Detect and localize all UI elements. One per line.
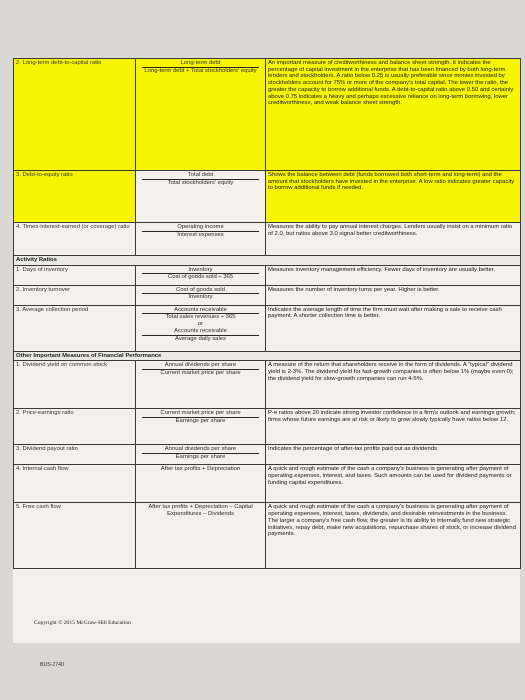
- section-header-activity: [14, 256, 521, 266]
- table-row: [14, 223, 521, 256]
- formula-denominator: Total sales revenues ÷ 365: [165, 314, 236, 321]
- table-row: [14, 265, 521, 285]
- ratio-description: A measure of the return that shareholders receive in the form of dividends. A "typical" dividend yield is 2-3%. The dividend yield for fast-growth companies is often below 1% (maybe even 0); the dividend yield for slow-growth companies can run 4-5%.: [266, 361, 521, 409]
- ratio-description: Indicates the average length of time the firm must wait after making a sale to receive cash payment. A shorter collection time is better.: [266, 305, 521, 351]
- table-row: [14, 361, 521, 409]
- ratio-name: 1. Dividend yield on common stock: [14, 361, 136, 409]
- formula-denominator-alt: Average daily sales: [175, 335, 226, 342]
- formula-numerator: Accounts receivable: [142, 307, 259, 315]
- ratio-description: Measures the number of inventory turns per year. Higher is better.: [266, 285, 521, 305]
- ratio-name: 3. Debt-to-equity ratio: [14, 171, 136, 223]
- formula-numerator: Operating income: [142, 224, 259, 232]
- formula-denominator: Total stockholders' equity: [167, 179, 234, 186]
- ratio-description: An important measure of creditworthiness and balance sheet strength. It indicates the percentage of capital investment in the enterprise that has been financed by both long-term lenders and stockholders. A ratio below 0.25 is usually preferable since monies invested by stockholders account for 75% or more of the company's total capital. The lower the ratio, the greater the capacity to borrow additional funds. A debt-to-capital ratio above 0.50 and certainly above 0.75 indicates a heavy and perhaps excessive reliance on long-term borrowing, lower creditworthiness, and weak balance sheet strength.: [266, 59, 521, 171]
- ratio-formula: After tax profits + Depreciation – Capital Expenditures – Dividends: [136, 503, 266, 569]
- ratio-formula: [136, 285, 266, 305]
- formula-numerator: Cost of goods sold: [142, 287, 259, 295]
- ratio-formula: [136, 361, 266, 409]
- table-row: [14, 171, 521, 223]
- ratio-formula: After tax profits + Depreciation: [136, 465, 266, 503]
- formula-denominator: Earnings per share: [175, 454, 226, 461]
- ratio-name: 4. Internal cash flow: [14, 465, 136, 503]
- ratio-name: 5. Free cash flow: [14, 503, 136, 569]
- formula-or: or: [197, 321, 204, 328]
- ratio-description: Indicates the percentage of after-tax profits paid out as dividends.: [266, 445, 521, 465]
- formula-denominator: Cost of goods sold ÷ 365: [167, 274, 234, 281]
- formula-denominator: Current market price per share: [160, 370, 241, 377]
- formula-numerator: Annual dividends per share: [142, 446, 259, 454]
- ratio-name: 4. Times-interest-earned (or coverage) ratio: [14, 223, 136, 256]
- table-row: [14, 285, 521, 305]
- formula-denominator: Earnings per share: [175, 418, 226, 425]
- formula-numerator: Inventory: [142, 267, 259, 275]
- ratio-name: 2. Inventory turnover: [14, 285, 136, 305]
- table-row: [14, 465, 521, 503]
- ratio-name: 1. Days of inventory: [14, 265, 136, 285]
- formula-numerator: Annual dividends per share: [142, 362, 259, 370]
- formula-denominator: Long-term debt + Total stockholders' equity: [144, 67, 257, 74]
- table-row: [14, 305, 521, 351]
- table-row: [14, 409, 521, 445]
- formula-numerator: Total debt: [142, 172, 259, 180]
- formula-denominator: Interest expenses: [177, 231, 224, 238]
- ratio-formula: [136, 409, 266, 445]
- formula-numerator: Current market price per share: [142, 410, 259, 418]
- financial-ratios-table: [13, 58, 521, 569]
- table-row: [14, 59, 521, 171]
- ratio-formula: [136, 223, 266, 256]
- section-title: Other Important Measures of Financial Performance: [14, 351, 521, 361]
- formula-denominator: Inventory: [188, 294, 213, 301]
- ratio-description: A quick and rough estimate of the cash a company's business is generating after payment of operating expenses, interest, and taxes. Such amounts can be used for dividend payments or funding capital expenditures.: [266, 465, 521, 503]
- ratio-name: 3. Dividend payout ratio: [14, 445, 136, 465]
- copyright-notice: Copyright © 2015 McGraw-Hill Education: [34, 620, 131, 626]
- table-row: [14, 445, 521, 465]
- ratio-formula: [136, 171, 266, 223]
- formula-numerator: Long-term debt: [142, 60, 259, 68]
- ratio-name: 2. Long-term debt-to-capital ratio: [14, 59, 136, 171]
- section-title: Activity Ratios: [14, 256, 521, 266]
- ratio-formula: [136, 265, 266, 285]
- ratio-description: Measures inventory management efficiency. Fewer days of inventory are usually better.: [266, 265, 521, 285]
- ratio-formula: [136, 305, 266, 351]
- ratio-description: P-e ratios above 20 indicate strong investor confidence in a firm's outlook and earnings growth; firms whose future earnings are at risk or likely to grow slowly typically have ratios below 12.: [266, 409, 521, 445]
- ratio-formula: [136, 445, 266, 465]
- table-row: [14, 503, 521, 569]
- ratio-description: A quick and rough estimate of the cash a company's business is generating after payment of operating expenses, interest, taxes, dividends, and desirable reinvestments in the business. The larger a company's free cash flow, the greater is its ability to internally fund new strategic initiatives, repay debt, make new acquisitions, repurchase shares of stock, or increase dividend payments.: [266, 503, 521, 569]
- section-header-other: [14, 351, 521, 361]
- page-code: BUS-2740: [40, 662, 64, 668]
- ratio-description: Measures the ability to pay annual interest charges. Lenders usually insist on a minimum ratio of 2.0, but ratios above 3.0 signal better creditworthiness.: [266, 223, 521, 256]
- ratio-name: 3. Average collection period: [14, 305, 136, 351]
- ratio-name: 2. Price-earnings ratio: [14, 409, 136, 445]
- ratio-formula: [136, 59, 266, 171]
- formula-numerator-alt: Accounts receivable: [142, 328, 259, 336]
- ratio-description: Shows the balance between debt (funds borrowed both short-term and long-term) and the amount that stockholders have invested in the enterprise. A low ratio indicates greater capacity to borrow additional funds if needed.: [266, 171, 521, 223]
